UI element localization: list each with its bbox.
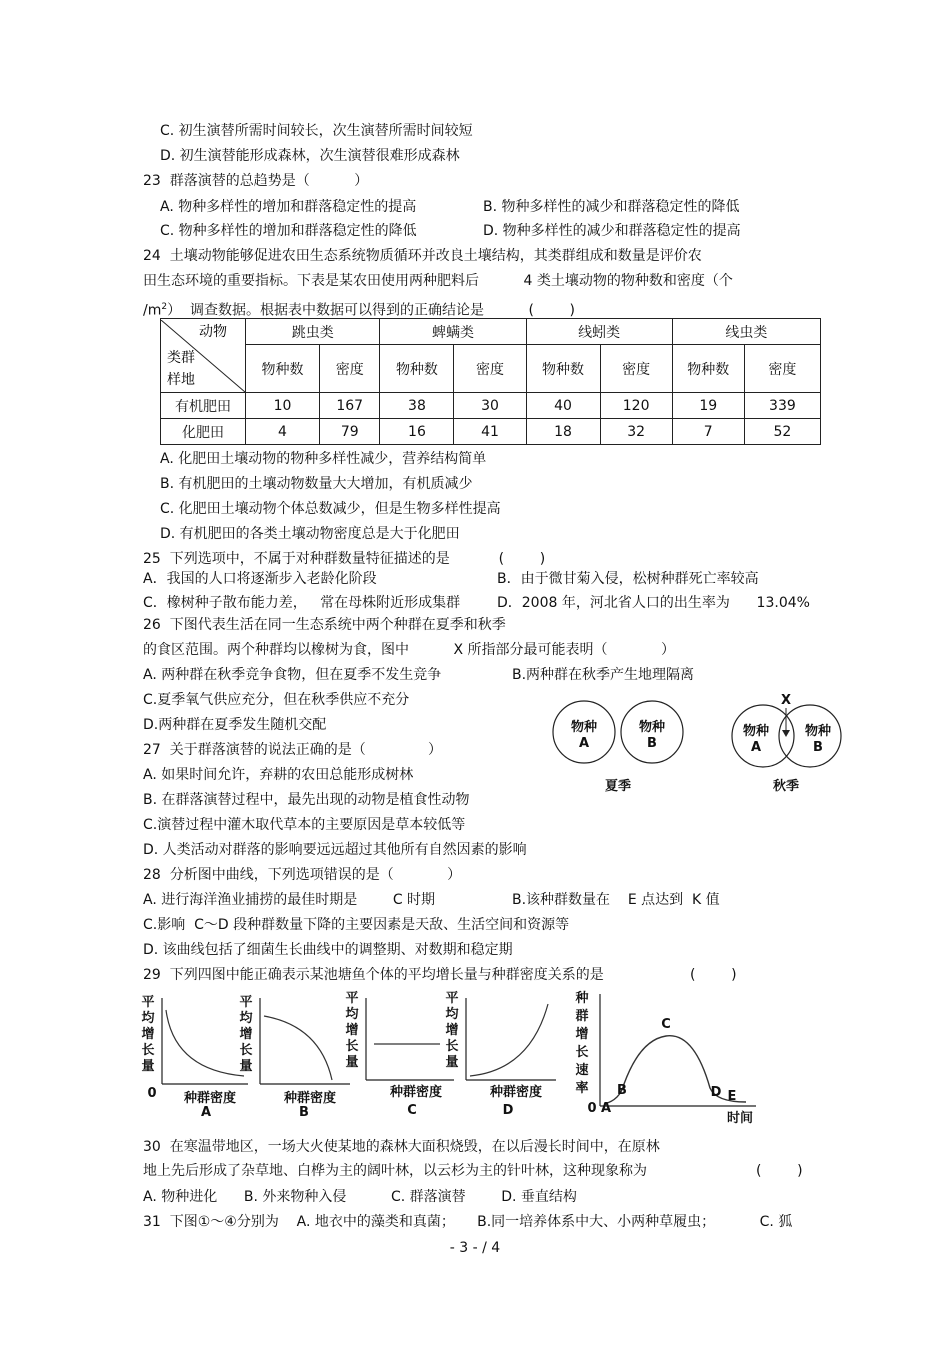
density-growth-figure <box>140 990 560 1120</box>
xlabel-a: 种群密度 <box>183 1091 237 1106</box>
option-24a: A. 化肥田土壤动物的物种多样性减少，营养结构简单 <box>160 451 487 467</box>
question-29: 29 下列四图中能正确表示某池塘鱼个体的平均增长量与种群密度关系的是 <box>143 967 604 983</box>
svg-text:增: 增 <box>141 1027 155 1042</box>
graph-d <box>445 990 556 1118</box>
sub-header: 密度 <box>454 345 526 393</box>
soil-animal-table <box>160 318 821 445</box>
sub-header: 物种数 <box>246 345 320 393</box>
point-c: C <box>661 1017 671 1032</box>
option-24d: D. 有机肥田的各类土壤动物密度总是大于化肥田 <box>160 526 460 542</box>
question-26: 26 下图代表生活在同一生态系统中两个种群在夏季和秋季 <box>143 617 506 633</box>
xlabel-c: 种群密度 <box>389 1085 443 1100</box>
option-25d: D．2008 年，河北省人口的出生率为 13.04% <box>497 595 810 611</box>
svg-text:长: 长 <box>445 1039 459 1054</box>
cell: 19 <box>672 393 744 419</box>
options-30: A. 物种进化 B. 外来物种入侵 C. 群落演替 D. 垂直结构 <box>143 1189 577 1205</box>
letter-d: D <box>502 1103 514 1118</box>
cell: 38 <box>380 393 454 419</box>
option-26d: D.两种群在夏季发生随机交配 <box>143 717 327 733</box>
point-a: A <box>600 1101 612 1116</box>
question-24: 24 土壤动物能够促进农田生态系统物质循环并改良土壤结构，其类群组成和数量是评价农 <box>143 248 702 264</box>
autumn-species-a: 物种 <box>742 724 770 739</box>
question-29-paren: ( ) <box>690 967 737 983</box>
curve-b <box>264 1016 332 1080</box>
cell: 18 <box>526 419 600 445</box>
summer-species-a: 物种 <box>570 720 598 735</box>
xlabel-b: 种群密度 <box>283 1091 337 1106</box>
question-23: 23 群落演替的总趋势是（ ） <box>143 173 369 189</box>
cell: 339 <box>744 393 820 419</box>
option-24c: C. 化肥田土壤动物个体总数减少，但是生物多样性提高 <box>160 501 501 517</box>
option-24b: B. 有机肥田的土壤动物数量大大增加，有机质减少 <box>160 476 473 492</box>
corner-plot: 样地 <box>167 371 195 388</box>
cell: 120 <box>600 393 672 419</box>
cell: 4 <box>246 419 320 445</box>
sub-header: 物种数 <box>672 345 744 393</box>
growth-rate-figure <box>570 988 760 1128</box>
cell: 10 <box>246 393 320 419</box>
svg-text:均: 均 <box>445 1007 459 1022</box>
option-23b: B. 物种多样性的减少和群落稳定性的降低 <box>483 199 740 215</box>
svg-text:平: 平 <box>445 991 459 1006</box>
row-label: 化肥田 <box>161 419 246 445</box>
page-number: - 3 - / 4 <box>449 1240 501 1256</box>
option-27c: C.演替过程中灌木取代草本的主要原因是草本较低等 <box>143 817 466 833</box>
sub-header: 物种数 <box>526 345 600 393</box>
svg-text:增: 增 <box>239 1027 253 1042</box>
summer-letter-a: A <box>578 736 590 751</box>
letter-a: A <box>200 1105 212 1120</box>
autumn-species-b: 物种 <box>804 724 832 739</box>
svg-text:均: 均 <box>239 1011 253 1026</box>
option-26c: C.夏季氧气供应充分，但在秋季供应不充分 <box>143 692 410 708</box>
option-27b: B. 在群落演替过程中，最先出现的动物是植食性动物 <box>143 792 470 808</box>
line-22d: D. 初生演替能形成森林，次生演替很难形成森林 <box>160 148 460 164</box>
group-header: 跳虫类 <box>246 319 380 345</box>
question-25: 25 下列选项中，不属于对种群数量特征描述的是 ( ) <box>143 551 546 567</box>
svg-text:平: 平 <box>345 991 359 1006</box>
cell: 32 <box>600 419 672 445</box>
cell: 40 <box>526 393 600 419</box>
sub-header: 密度 <box>320 345 380 393</box>
graph-b <box>239 994 350 1120</box>
table-row <box>161 393 821 419</box>
autumn-letter-b: B <box>813 740 823 755</box>
option-25b: B．由于微甘菊入侵，松树种群死亡率较高 <box>497 571 759 587</box>
table-row <box>161 419 821 445</box>
option-28a: A. 进行海洋渔业捕捞的最佳时期是 C 时期 <box>143 892 436 908</box>
sub-header: 密度 <box>600 345 672 393</box>
autumn-label: 秋季 <box>772 779 800 794</box>
question-26-cont: 的食区范围。两个种群均以橡树为食，图中 X 所指部分最可能表明（ ） <box>143 642 675 658</box>
point-e: E <box>727 1089 737 1104</box>
question-30-cont: 地上先后形成了杂草地、白桦为主的阔叶林，以云杉为主的针叶林，这种现象称为 <box>143 1163 647 1179</box>
svg-text:长: 长 <box>141 1043 155 1058</box>
letter-b: B <box>299 1105 309 1120</box>
svg-text:量: 量 <box>445 1055 459 1070</box>
option-27a: A. 如果时间允许，弃耕的农田总能形成树林 <box>143 767 414 783</box>
corner-group: 类群 <box>167 349 195 366</box>
group-header: 蜱螨类 <box>380 319 526 345</box>
table-corner <box>161 319 246 393</box>
option-23a: A. 物种多样性的增加和群落稳定性的提高 <box>160 199 417 215</box>
corner-animal: 动物 <box>199 323 227 340</box>
option-27d: D. 人类活动对群落的影响要远远超过其他所有自然因素的影响 <box>143 842 527 858</box>
svg-text:群: 群 <box>575 1009 589 1024</box>
cell: 30 <box>454 393 526 419</box>
svg-text:长: 长 <box>575 1045 589 1060</box>
point-d: D <box>710 1085 722 1100</box>
zero-label: 0 <box>587 1101 597 1116</box>
summer-letter-b: B <box>647 736 657 751</box>
cell: 79 <box>320 419 380 445</box>
question-24-cont: 田生态环境的重要指标。下表是某农田使用两种肥料后 4 类土壤动物的物种数和密度（个 <box>143 273 733 289</box>
sub-header: 密度 <box>744 345 820 393</box>
option-28c: C.影响 C～D 段种群数量下降的主要因素是天敌、生活空间和资源等 <box>143 917 570 933</box>
svg-text:均: 均 <box>345 1007 359 1022</box>
cell: 7 <box>672 419 744 445</box>
option-25c: C．橡树种子散布能力差， 常在母株附近形成集群 <box>143 595 461 611</box>
autumn-letter-a: A <box>750 740 762 755</box>
point-b: B <box>617 1083 627 1098</box>
option-25a: A．我国的人口将逐渐步入老龄化阶段 <box>143 571 377 587</box>
svg-text:平: 平 <box>239 995 253 1010</box>
question-31: 31 下图①～④分别为 A. 地衣中的藻类和真菌； B.同一培养体系中大、小两种草履虫； C. 狐 <box>143 1214 793 1230</box>
graph-a <box>141 994 248 1120</box>
svg-text:平: 平 <box>141 995 155 1010</box>
svg-text:长: 长 <box>345 1039 359 1054</box>
svg-text:量: 量 <box>345 1055 359 1070</box>
question-27: 27 关于群落演替的说法正确的是（ ） <box>143 742 443 758</box>
svg-text:增: 增 <box>575 1027 589 1042</box>
svg-text:均: 均 <box>141 1011 155 1026</box>
option-23c: C. 物种多样性的增加和群落稳定性的降低 <box>160 223 417 239</box>
row-label: 有机肥田 <box>161 393 246 419</box>
curve-a <box>166 1010 244 1076</box>
option-28b: B.该种群数量在 E 点达到 K 值 <box>512 892 720 908</box>
graph-c <box>345 990 454 1118</box>
sub-header: 物种数 <box>380 345 454 393</box>
svg-text:长: 长 <box>239 1043 253 1058</box>
summer-label: 夏季 <box>604 779 632 794</box>
xlabel-d: 种群密度 <box>489 1085 543 1100</box>
svg-text:增: 增 <box>345 1023 359 1038</box>
svg-text:增: 增 <box>445 1023 459 1038</box>
letter-c: C <box>407 1103 417 1118</box>
corner-diagonal <box>161 320 245 392</box>
option-28d: D. 该曲线包括了细菌生长曲线中的调整期、对数期和稳定期 <box>143 942 513 958</box>
svg-text:速: 速 <box>575 1063 589 1078</box>
zero-label: 0 <box>147 1086 157 1101</box>
option-23d: D. 物种多样性的减少和群落稳定性的提高 <box>483 223 741 239</box>
curve-d <box>470 1004 548 1076</box>
group-header: 线蚓类 <box>526 319 672 345</box>
line-22c: C. 初生演替所需时间较长，次生演替所需时间较短 <box>160 123 473 139</box>
group-header: 线虫类 <box>672 319 820 345</box>
option-26b: B.两种群在秋季产生地理隔离 <box>512 667 695 683</box>
summer-species-b: 物种 <box>638 720 666 735</box>
species-range-figure <box>548 690 848 800</box>
svg-text:量: 量 <box>141 1059 155 1074</box>
question-28: 28 分析图中曲线，下列选项错误的是（ ） <box>143 867 462 883</box>
svg-text:率: 率 <box>575 1081 589 1096</box>
x-arrowhead <box>782 730 790 737</box>
option-26a: A. 两种群在秋季竞争食物，但在夏季不发生竞争 <box>143 667 442 683</box>
question-30: 30 在寒温带地区，一场大火使某地的森林大面积烧毁，在以后漫长时间中，在原林 <box>143 1139 660 1155</box>
xlabel-time: 时间 <box>726 1111 754 1126</box>
cell: 16 <box>380 419 454 445</box>
cell: 52 <box>744 419 820 445</box>
question-30-paren: ( ) <box>756 1163 803 1179</box>
x-marker: X <box>780 693 792 708</box>
question-24-cont2: $/m^2$） 调查数据。根据表中数据可以得到的正确结论是 ( ) <box>143 302 576 319</box>
cell: 41 <box>454 419 526 445</box>
svg-text:量: 量 <box>239 1059 253 1074</box>
svg-text:种: 种 <box>575 991 589 1006</box>
cell: 167 <box>320 393 380 419</box>
